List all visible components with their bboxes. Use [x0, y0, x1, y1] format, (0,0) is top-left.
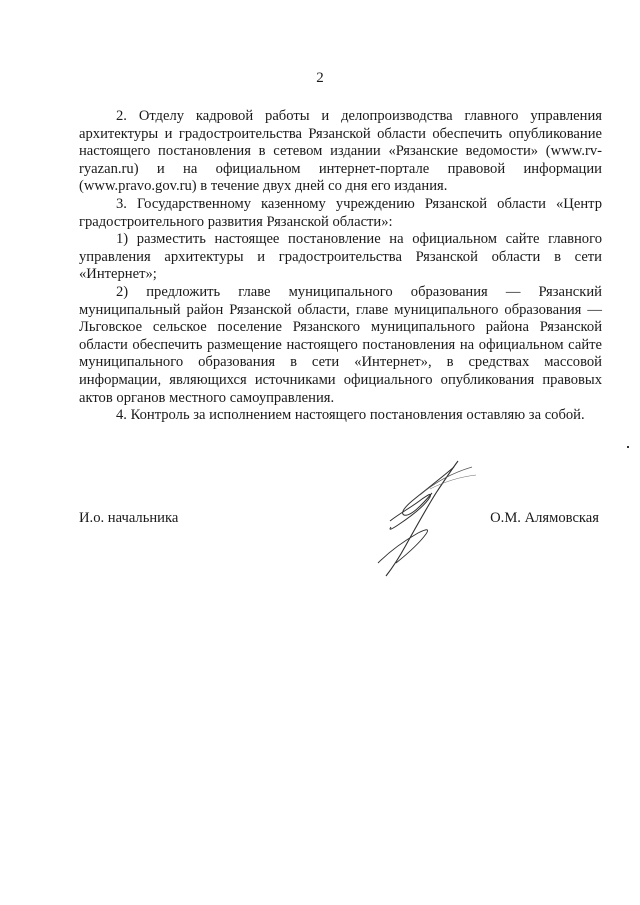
- page-number: 2: [316, 70, 324, 86]
- paragraph-3-item-2: 2) предложить главе муниципального образования — Рязанский муниципальный район Рязанской области, главе муниципального образования — Льговское сельское поселение Рязанского муниципального района Рязанской области обеспечить размещение настоящего постановления на официальном сайте муниципального образования в сети «Интернет», в средствах массовой информации, являющихся источниками официального опубликования правовых актов органов местного самоуправления.: [79, 283, 602, 406]
- paragraph-4: 4. Контроль за исполнением настоящего постановления оставляю за собой.: [116, 407, 585, 424]
- paragraph-3: 3. Государственному казенному учреждению Рязанской области «Центр градостроительного развития Рязанской области»:: [79, 195, 602, 230]
- document-body: [79, 108, 602, 425]
- signatory-position: И.о. начальника: [79, 510, 179, 526]
- paragraph-3-item-1: 1) разместить настоящее постановление на официальном сайте главного управления архитектуры и градостроительства Рязанской области в сети «Интернет»;: [79, 231, 602, 283]
- paragraph-2: 2. Отделу кадровой работы и делопроизводства главного управления архитектуры и градостроительства Рязанской области обеспечить опубликование настоящего постановления в сетевом издании «Рязанские ведомости» (www.rv-ryazan.ru) и на официальном интернет-портале правовой информации (www.pravo.gov.ru) в течение двух дней со дня его издания.: [79, 108, 602, 195]
- signature-block: [79, 510, 599, 530]
- margin-mark: [627, 446, 629, 448]
- signatory-name: О.М. Алямовская: [490, 510, 599, 526]
